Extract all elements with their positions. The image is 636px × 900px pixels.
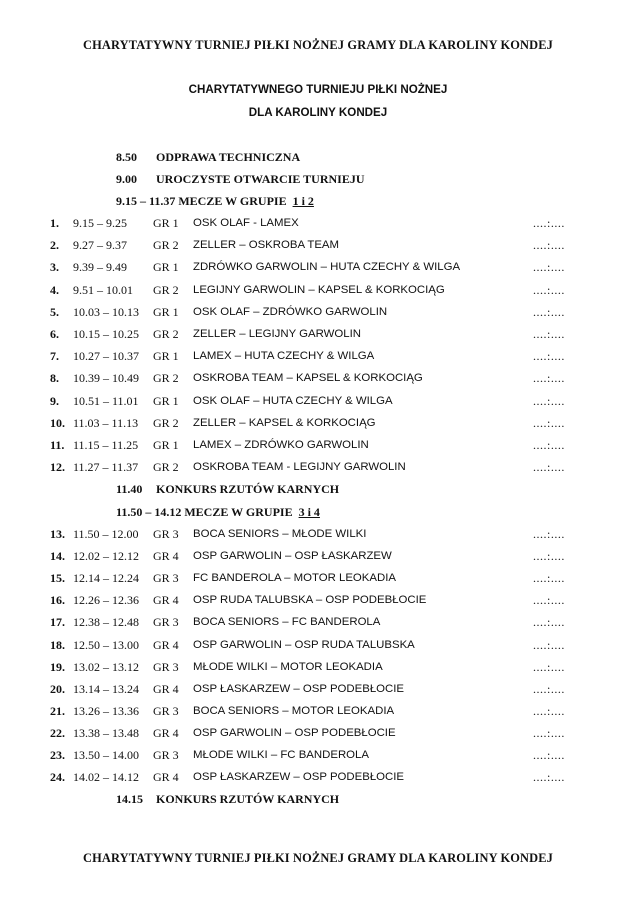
match-score-blank: ....:.... <box>533 327 565 341</box>
match-score-blank: ....:.... <box>533 659 565 674</box>
match-teams: ZELLER – KAPSEL & KORKOCIĄG <box>193 416 376 429</box>
match-group: GR 2 <box>153 327 179 341</box>
match-group: GR 3 <box>153 703 179 718</box>
event-briefing <box>116 150 300 165</box>
match-number: 13. <box>50 527 65 541</box>
match-teams: BOCA SENIORS – MŁODE WILKI <box>193 528 367 540</box>
match-time: 13.50 – 14.00 <box>73 748 139 762</box>
match-teams: OSP GARWOLIN – OSP ŁASKARZEW <box>193 550 392 563</box>
event-block-groups-3-4 <box>116 505 320 520</box>
match-time: 10.15 – 10.25 <box>73 327 139 341</box>
event-briefing-label: ODPRAWA TECHNICZNA <box>156 150 301 164</box>
match-group: GR 1 <box>153 393 179 408</box>
match-time: 10.51 – 11.01 <box>73 393 139 408</box>
match-group: GR 1 <box>153 304 179 319</box>
match-number: 15. <box>50 571 65 586</box>
match-score-blank: ....:.... <box>533 216 565 230</box>
match-number: 19. <box>50 659 65 674</box>
match-teams: LEGIJNY GARWOLIN – KAPSEL & KORKOCIĄG <box>193 283 445 296</box>
match-number: 18. <box>50 637 65 652</box>
match-score-blank: ....:.... <box>533 415 565 430</box>
match-time: 14.02 – 14.12 <box>73 770 139 785</box>
match-row <box>0 726 636 748</box>
match-number: 11. <box>50 438 65 452</box>
block1-label: 9.15 – 11.37 MECZE W GRUPIE <box>116 194 287 208</box>
event-briefing-time: 8.50 <box>116 150 137 164</box>
match-time: 13.26 – 13.36 <box>73 703 139 718</box>
match-number: 14. <box>50 549 65 564</box>
match-score-blank: ....:.... <box>533 460 565 475</box>
document-footer-title: CHARYTATYWNY TURNIEJ PIŁKI NOŻNEJ GRAMY DLA KAROLINY KONDEJ <box>83 851 553 865</box>
block1-groups: 1 i 2 <box>292 194 314 208</box>
match-score-blank: ....:.... <box>533 725 565 740</box>
match-teams: OSP GARWOLIN – OSP RUDA TALUBSKA <box>193 638 415 651</box>
match-teams: FC BANDEROLA – MOTOR LEOKADIA <box>193 572 396 585</box>
match-teams: ZELLER – OSKROBA TEAM <box>193 239 340 252</box>
match-time: 9.51 – 10.01 <box>73 282 133 297</box>
match-teams: OSP RUDA TALUBSKA – OSP PODEBŁOCIE <box>193 594 427 607</box>
match-group: GR 1 <box>153 349 179 364</box>
match-number: 8. <box>50 371 59 386</box>
match-row <box>0 660 636 682</box>
match-time: 13.38 – 13.48 <box>73 725 139 740</box>
match-row <box>0 371 636 393</box>
match-time: 11.15 – 11.25 <box>73 438 139 452</box>
match-teams: OSK OLAF – ZDRÓWKO GARWOLIN <box>193 305 388 318</box>
event-opening <box>116 172 365 187</box>
match-row <box>0 305 636 327</box>
match-number: 10. <box>50 415 65 430</box>
match-group: GR 1 <box>153 438 179 452</box>
match-score-blank: ....:.... <box>533 527 565 541</box>
match-score-blank: ....:.... <box>533 549 565 564</box>
match-time: 9.39 – 9.49 <box>73 260 127 275</box>
match-number: 9. <box>50 393 59 408</box>
match-teams: OSK OLAF - LAMEX <box>193 217 299 229</box>
match-time: 10.03 – 10.13 <box>73 304 139 319</box>
match-group: GR 3 <box>153 748 179 762</box>
match-number: 12. <box>50 460 65 475</box>
subtitle-line-1: CHARYTATYWNEGO TURNIEJU PIŁKI NOŻNEJ <box>188 83 448 96</box>
match-row <box>0 527 636 549</box>
match-time: 12.02 – 12.12 <box>73 549 139 564</box>
match-group: GR 2 <box>153 238 179 253</box>
match-number: 5. <box>50 304 59 319</box>
match-number: 23. <box>50 748 65 762</box>
match-group: GR 4 <box>153 593 179 608</box>
match-score-blank: ....:.... <box>533 770 565 785</box>
match-score-blank: ....:.... <box>533 438 565 452</box>
match-time: 12.50 – 13.00 <box>73 637 139 652</box>
match-time: 11.27 – 11.37 <box>73 460 139 475</box>
match-group: GR 4 <box>153 681 179 696</box>
match-time: 12.14 – 12.24 <box>73 571 139 586</box>
match-group: GR 1 <box>153 216 179 230</box>
match-row <box>0 682 636 704</box>
match-row <box>0 438 636 460</box>
match-group: GR 3 <box>153 659 179 674</box>
block2-label: 11.50 – 14.12 MECZE W GRUPIE <box>116 505 293 519</box>
match-row <box>0 615 636 637</box>
match-group: GR 1 <box>153 260 179 275</box>
match-number: 21. <box>50 703 65 718</box>
match-time: 11.50 – 12.00 <box>73 527 139 541</box>
match-group: GR 3 <box>153 615 179 630</box>
match-row <box>0 549 636 571</box>
match-row <box>0 748 636 770</box>
match-number: 17. <box>50 615 65 630</box>
match-number: 1. <box>50 216 59 230</box>
match-number: 6. <box>50 327 59 341</box>
match-score-blank: ....:.... <box>533 260 565 275</box>
match-teams: MŁODE WILKI – MOTOR LEOKADIA <box>193 660 383 673</box>
match-number: 3. <box>50 260 59 275</box>
match-score-blank: ....:.... <box>533 593 565 608</box>
match-time: 9.27 – 9.37 <box>73 238 127 253</box>
match-score-blank: ....:.... <box>533 282 565 297</box>
match-score-blank: ....:.... <box>533 371 565 386</box>
match-teams: ZELLER – LEGIJNY GARWOLIN <box>193 328 361 340</box>
match-group: GR 4 <box>153 770 179 785</box>
match-row <box>0 283 636 305</box>
event-penalties-2 <box>116 792 339 807</box>
match-row <box>0 349 636 371</box>
match-score-blank: ....:.... <box>533 748 565 762</box>
match-teams: OSKROBA TEAM – KAPSEL & KORKOCIĄG <box>193 372 423 385</box>
match-teams: LAMEX – ZDRÓWKO GARWOLIN <box>193 439 369 451</box>
match-row <box>0 593 636 615</box>
document-header-title: CHARYTATYWNY TURNIEJ PIŁKI NOŻNEJ GRAMY DLA KAROLINY KONDEJ <box>83 38 553 52</box>
match-number: 4. <box>50 282 59 297</box>
match-number: 22. <box>50 725 65 740</box>
match-teams: OSP ŁASKARZEW – OSP PODEBŁOCIE <box>193 682 405 695</box>
match-group: GR 4 <box>153 549 179 564</box>
event-penalties-1-label: KONKURS RZUTÓW KARNYCH <box>156 482 340 496</box>
match-score-blank: ....:.... <box>533 681 565 696</box>
match-group: GR 4 <box>153 725 179 740</box>
match-time: 12.26 – 12.36 <box>73 593 139 608</box>
subtitle-line-2: DLA KAROLINY KONDEJ <box>248 106 388 119</box>
match-number: 16. <box>50 593 65 608</box>
match-row <box>0 327 636 349</box>
match-row <box>0 460 636 482</box>
match-time: 9.15 – 9.25 <box>73 216 127 230</box>
event-block-groups-1-2 <box>116 194 314 209</box>
match-score-blank: ....:.... <box>533 393 565 408</box>
match-time: 10.27 – 10.37 <box>73 349 139 364</box>
match-teams: OSP GARWOLIN – OSP PODEBŁOCIE <box>193 726 396 739</box>
block2-groups: 3 i 4 <box>298 505 320 519</box>
match-time: 10.39 – 10.49 <box>73 371 139 386</box>
match-number: 7. <box>50 349 59 364</box>
match-number: 24. <box>50 770 65 785</box>
event-penalties-1-time: 11.40 <box>116 482 143 496</box>
match-group: GR 2 <box>153 460 179 475</box>
match-row <box>0 638 636 660</box>
match-number: 2. <box>50 238 59 253</box>
match-row <box>0 216 636 238</box>
match-group: GR 2 <box>153 371 179 386</box>
match-row <box>0 704 636 726</box>
match-group: GR 4 <box>153 637 179 652</box>
match-group: GR 3 <box>153 527 179 541</box>
match-row <box>0 571 636 593</box>
event-penalties-1 <box>116 482 339 497</box>
match-teams: OSKROBA TEAM - LEGIJNY GARWOLIN <box>193 461 406 474</box>
match-score-blank: ....:.... <box>533 238 565 253</box>
match-group: GR 2 <box>153 415 179 430</box>
match-teams: OSP ŁASKARZEW – OSP PODEBŁOCIE <box>193 771 405 784</box>
match-group: GR 3 <box>153 571 179 586</box>
match-row <box>0 394 636 416</box>
match-score-blank: ....:.... <box>533 349 565 364</box>
match-group: GR 2 <box>153 282 179 297</box>
match-time: 11.03 – 11.13 <box>73 415 139 430</box>
match-teams: ZDRÓWKO GARWOLIN – HUTA CZECHY & WILGA <box>193 261 461 274</box>
match-score-blank: ....:.... <box>533 615 565 630</box>
event-opening-label: UROCZYSTE OTWARCIE TURNIEJU <box>156 172 365 186</box>
match-number: 20. <box>50 681 65 696</box>
match-row <box>0 238 636 260</box>
match-score-blank: ....:.... <box>533 637 565 652</box>
match-teams: BOCA SENIORS – MOTOR LEOKADIA <box>193 704 395 717</box>
match-time: 12.38 – 12.48 <box>73 615 139 630</box>
match-score-blank: ....:.... <box>533 703 565 718</box>
match-teams: MŁODE WILKI – FC BANDEROLA <box>193 749 369 761</box>
event-penalties-2-label: KONKURS RZUTÓW KARNYCH <box>156 792 340 806</box>
match-teams: OSK OLAF – HUTA CZECHY & WILGA <box>193 394 393 407</box>
match-row <box>0 770 636 792</box>
match-row <box>0 416 636 438</box>
event-penalties-2-time: 14.15 <box>116 792 143 806</box>
event-opening-time: 9.00 <box>116 172 137 186</box>
match-row <box>0 260 636 282</box>
match-teams: LAMEX – HUTA CZECHY & WILGA <box>193 350 375 363</box>
match-score-blank: ....:.... <box>533 304 565 319</box>
match-score-blank: ....:.... <box>533 571 565 586</box>
match-teams: BOCA SENIORS – FC BANDEROLA <box>193 616 381 629</box>
match-time: 13.14 – 13.24 <box>73 681 139 696</box>
match-time: 13.02 – 13.12 <box>73 659 139 674</box>
